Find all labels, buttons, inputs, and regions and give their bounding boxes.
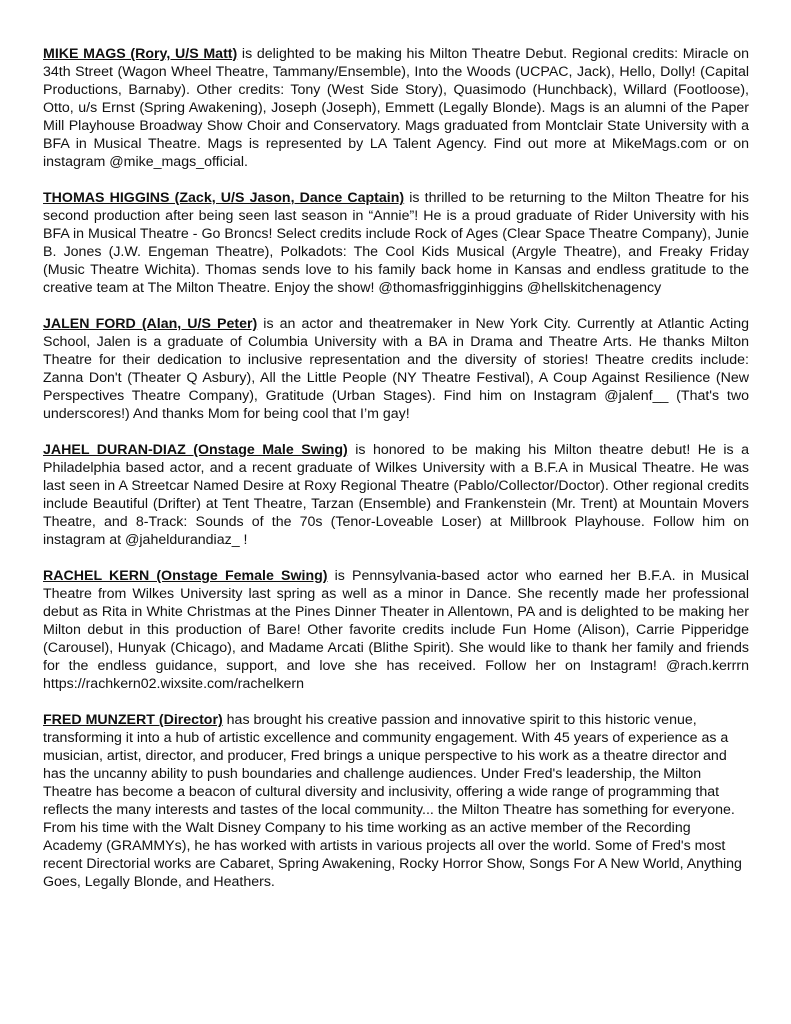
bio-name-heading: RACHEL KERN (Onstage Female Swing) [43, 568, 328, 584]
bio-jahel-duran-diaz [43, 441, 749, 549]
bio-body-text: has brought his creative passion and innovative spirit to this historic venue, transforming it into a hub of artistic excellence and community engagement. With 45 years of experience as a musician, artist, director, and producer, Fred brings a unique perspective to his work as a theatre director and has the uncanny ability to push boundaries and challenge audiences. Under Fred's leadership, the Milton Theatre has become a beacon of cultural diversity and inclusivity, offering a wide range of programming that reflects the many interests and tastes of the local community... the Milton Theatre has something for everyone. From his time with the Walt Disney Company to his time working as an active member of the Recording Academy (GRAMMYs), he has worked with artists in various projects all over the world. Some of Fred's most recent Directorial works are Cabaret, Spring Awakening, Rocky Horror Show, Songs For A New World, Anything Goes, Legally Blonde, and Heathers. [43, 712, 742, 890]
bio-name-heading: JAHEL DURAN-DIAZ (Onstage Male Swing) [43, 442, 348, 458]
bio-body-text: is honored to be making his Milton theatre debut! He is a Philadelphia based actor, and a recent graduate of Wilkes University with a B.F.A in Musical Theatre. He was last seen in A Streetcar Named Desire at Roxy Regional Theatre (Pablo/Collector/Doctor). Other regional credits include Beautiful (Drifter) at Tent Theatre, Tarzan (Ensemble) and Frankenstein (Mr. Trent) at Mountain Movers Theatre, and 8-Track: Sounds of the 70s (Tenor-Loveable Loser) at Millbrook Playhouse. Follow him on instagram at @jaheldurandiaz_ ! [43, 442, 749, 548]
bio-jalen-ford [43, 315, 749, 423]
bio-body-text: is an actor and theatremaker in New York City. Currently at Atlantic Acting School, Jalen is a graduate of Columbia University with a BA in Drama and Theatre Arts. He thanks Milton Theatre for their dedication to inclusive representation and the diversity of stories! Theatre credits include: Zanna Don't (Theater Q Asbury), All the Little People (NY Theatre Festival), A Coup Against Resilience (New Perspectives Theatre Company), Gratitude (Urban Stages). Find him on Instagram @jalenf__ (That's two underscores!) And thanks Mom for being cool that I’m gay! [43, 316, 750, 422]
bio-mike-mags [43, 45, 749, 171]
bio-body-text: is Pennsylvania-based actor who earned her B.F.A. in Musical Theatre from Wilkes University last spring as well as a minor in Dance. She recently made her professional debut as Rita in White Christmas at the Pines Dinner Theater in Allentown, PA and is delighted to be making her Milton debut in this production of Bare! Other favorite credits include Fun Home (Alison), Carrie Pipperidge (Carousel), Hunyak (Chicago), and Madame Arcati (Blithe Spirit). She would like to thank her family and friends for the endless guidance, support, and love she has received. Follow her on Instagram! @rach.kerrrn https://rachkern02.wixsite.com/rachelkern [43, 568, 750, 692]
bio-thomas-higgins [43, 189, 749, 297]
bio-name-heading: JALEN FORD (Alan, U/S Peter) [43, 316, 258, 332]
bio-body-text: is thrilled to be returning to the Milton Theatre for his second production after being seen last season in “Annie”! He is a proud graduate of Rider University with his BFA in Musical Theatre - Go Broncs! Select credits include Rock of Ages (Clear Space Theatre Company), Junie B. Jones (J.W. Engeman Theatre), Polkadots: The Cool Kids Musical (Argyle Theatre), and Freaky Friday (Music Theatre Wichita). Thomas sends love to his family back home in Kansas and endless gratitude to the creative team at The Milton Theatre. Enjoy the show! @thomasfrigginhiggins @hellskitchenagency [43, 190, 750, 296]
bio-rachel-kern [43, 567, 749, 693]
bio-name-heading: THOMAS HIGGINS (Zack, U/S Jason, Dance Captain) [43, 190, 405, 206]
bio-name-heading: FRED MUNZERT (Director) [43, 712, 223, 728]
bio-name-heading: MIKE MAGS (Rory, U/S Matt) [43, 46, 238, 62]
bio-page [43, 45, 749, 909]
bio-fred-munzert [43, 711, 749, 891]
bio-body-text: is delighted to be making his Milton Theatre Debut. Regional credits: Miracle on 34th Street (Wagon Wheel Theatre, Tammany/Ensemble), Into the Woods (UCPAC, Jack), Hello, Dolly! (Capital Productions, Barnaby). Other credits: Tony (West Side Story), Quasimodo (Hunchback), Willard (Footloose), Otto, u/s Ernst (Spring Awakening), Joseph (Joseph), Emmett (Legally Blonde). Mags is an alumni of the Paper Mill Playhouse Broadway Show Choir and Conservatory. Mags graduated from Montclair State University with a BFA in Musical Theatre. Mags is represented by LA Talent Agency. Find out more at MikeMags.com or on instagram @mike_mags_official. [43, 46, 749, 170]
